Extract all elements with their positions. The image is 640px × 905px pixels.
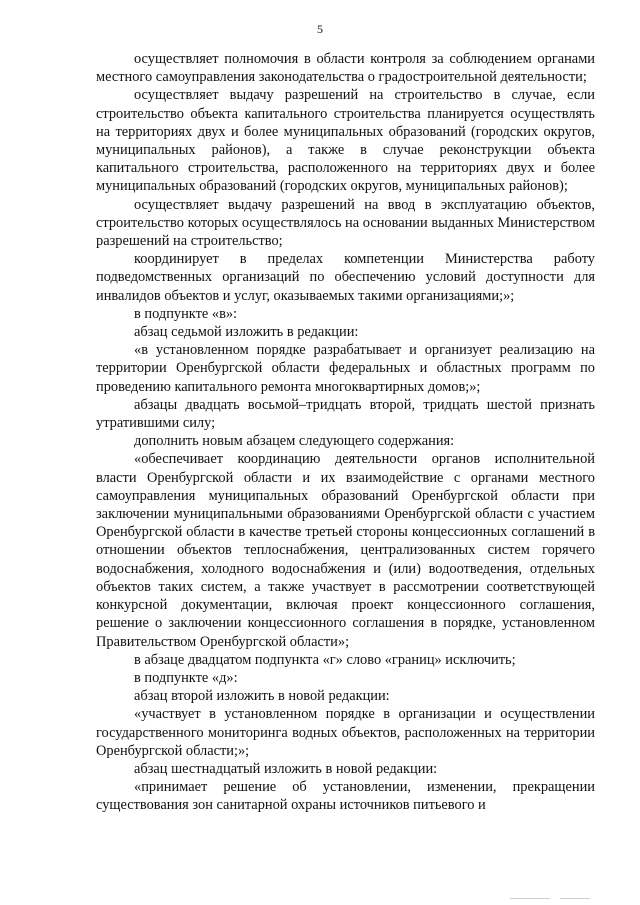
paragraph: дополнить новым абзацем следующего содержания: bbox=[134, 433, 455, 450]
scan-artifact bbox=[510, 898, 550, 899]
page-number: 5 bbox=[317, 22, 323, 36]
document-body bbox=[96, 50, 595, 815]
paragraph: осуществляет выдачу разрешений на строительство в случае, если строительство объекта капитального строительства планируется осуществлять на территориях двух и более муниципальных образований (городских округов, муниципальных районов), а также в случае реконструкции объекта капитального строительства, расположенного на территориях двух и более муниципальных образований (городских округов, муниципальных районов); bbox=[96, 87, 595, 195]
paragraph: в подпункте «в»: bbox=[134, 305, 238, 322]
paragraph: «в установленном порядке разрабатывает и организует реализацию на территории Оренбургской области федеральных и областных программ по проведению капитального ремонта многоквартирных домов;»; bbox=[96, 342, 595, 395]
paragraph: осуществляет полномочия в области контроля за соблюдением органами местного самоуправления законодательства о градостроительной деятельности; bbox=[96, 51, 595, 86]
paragraph: в абзаце двадцатом подпункта «г» слово «границ» исключить; bbox=[134, 651, 516, 668]
paragraph: абзац шестнадцатый изложить в новой редакции: bbox=[134, 760, 438, 777]
paragraph: координирует в пределах компетенции Министерства работу подведомственных организаций по обеспечению условий доступности для инвалидов объектов и услуг, оказываемых такими организациями;»; bbox=[96, 251, 595, 304]
paragraph: абзацы двадцать восьмой–тридцать второй, тридцать шестой признать утратившими силу; bbox=[96, 396, 595, 432]
paragraph: абзац второй изложить в новой редакции: bbox=[134, 688, 390, 705]
paragraph: «участвует в установленном порядке в организации и осуществлении государственного мониторинга водных объектов, расположенных на территории Оренбургской области;»; bbox=[96, 706, 595, 759]
paragraph: абзац седьмой изложить в редакции: bbox=[134, 324, 359, 341]
paragraph: «обеспечивает координацию деятельности органов исполнительной власти Оренбургской области и их взаимодействие с органами местного самоуправления муниципальных образований Оренбургской области при заключении муниципальными образованиями Оренбургской области с участием Оренбургской области в качестве третьей стороны концессионных соглашений в отношении объектов теплоснабжения, централизованных систем горячего водоснабжения, холодного водоснабжения и (или) водоотведения, отдельных объектов таких систем, а также участвует в рассмотрении соответствующей конкурсной документации, включая проект концессионного соглашения, решение о заключении концессионного соглашения в порядке, установленном Правительством Оренбургской области»; bbox=[96, 451, 595, 650]
paragraph: в подпункте «д»: bbox=[134, 669, 238, 686]
paragraph: «принимает решение об установлении, изменении, прекращении существования зон санитарной охраны источников питьевого и bbox=[96, 779, 595, 814]
paragraph: осуществляет выдачу разрешений на ввод в эксплуатацию объектов, строительство которых осуществлялось на основании выданных Министерством разрешений на строительство; bbox=[96, 196, 595, 250]
scan-artifact bbox=[560, 898, 590, 899]
